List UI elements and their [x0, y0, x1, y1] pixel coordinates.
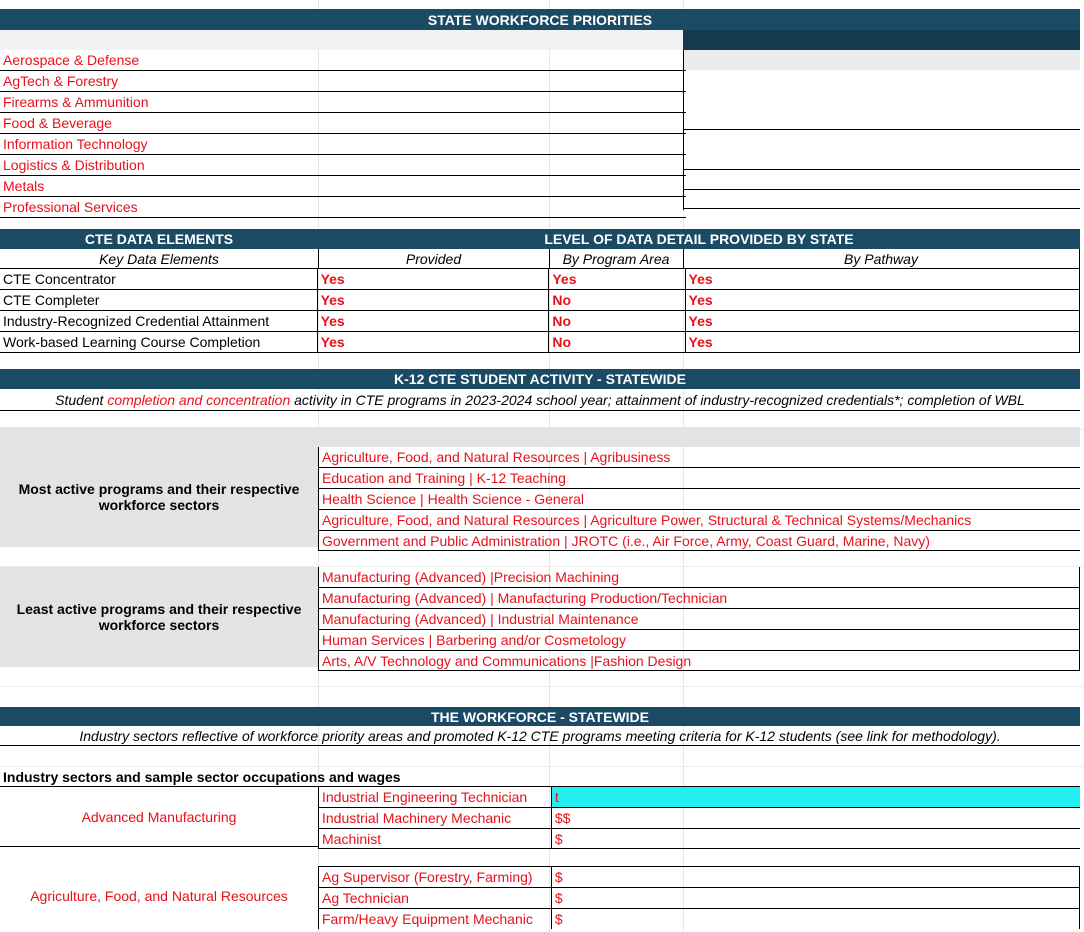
- activity-gray-bar: [550, 427, 683, 447]
- list-item: Health Science | Health Science - General: [319, 489, 1080, 510]
- list-item: Agriculture, Food, and Natural Resources | Agribusiness: [319, 447, 1080, 468]
- occupation-title: Ag Supervisor (Forestry, Farming): [319, 867, 552, 887]
- list-item: Arts, A/V Technology and Communications |Fashion Design: [322, 652, 692, 669]
- priorities-subheader: [0, 30, 683, 50]
- table-row: [319, 829, 1080, 848]
- least-active-label: [0, 567, 318, 667]
- activity-header: [0, 369, 1080, 389]
- priorities-right-column: [683, 50, 1080, 210]
- cte-element: CTE Concentrator: [0, 269, 318, 289]
- gridline: [0, 686, 1084, 687]
- cte-provided: Yes: [318, 332, 550, 352]
- row-divider: [683, 208, 1080, 209]
- table-row: [319, 787, 1080, 808]
- priority-item: Logistics & Distribution: [0, 155, 686, 176]
- cte-pathway: Yes: [686, 311, 1081, 331]
- priorities-title: STATE WORKFORCE PRIORITIES: [427, 11, 653, 28]
- occupation-title: Ag Technician: [319, 888, 552, 908]
- activity-subtitle-pre: Student: [55, 391, 108, 408]
- occupation-wage: $: [554, 911, 563, 927]
- cte-element: CTE Completer: [0, 290, 318, 310]
- most-active-list: [318, 447, 1080, 551]
- activity-subtitle-red: completion and concentration: [107, 391, 291, 408]
- cte-table-body: [0, 269, 1080, 353]
- cte-provided: Yes: [318, 269, 550, 289]
- table-row: [319, 909, 1079, 929]
- cte-left-header: [0, 229, 318, 249]
- priority-item: Metals: [0, 176, 686, 197]
- workforce-section-label: Industry sectors and sample sector occupations and wages: [0, 767, 1080, 787]
- table-row: [0, 332, 1080, 353]
- table-row: [0, 311, 1080, 332]
- sector-occupations: [318, 866, 1080, 929]
- least-active-label-text: Least active programs and their respective workforce sectors: [16, 601, 302, 633]
- cte-col-header: By Pathway: [683, 249, 1080, 269]
- cte-program: No: [549, 311, 685, 331]
- occupation-title: Industrial Engineering Technician: [319, 787, 552, 807]
- cte-provided: Yes: [318, 311, 550, 331]
- priority-item: Food & Beverage: [0, 113, 686, 134]
- cte-col-header: Key Data Elements: [0, 249, 319, 269]
- sector-name: Agriculture, Food, and Natural Resources: [30, 888, 288, 904]
- sector-occupations: [318, 787, 1080, 849]
- occupation-wage: $: [554, 869, 563, 885]
- cte-program: No: [549, 290, 685, 310]
- occupation-title: Machinist: [319, 829, 552, 848]
- most-active-label-text: Most active programs and their respective workforce sectors: [18, 481, 300, 513]
- cte-pathway: Yes: [686, 290, 1081, 310]
- cte-element: Industry-Recognized Credential Attainment: [0, 311, 318, 331]
- occupation-wage[interactable]: t: [552, 787, 1080, 807]
- most-active-label: [0, 447, 318, 547]
- table-row: [319, 808, 1080, 829]
- activity-subtitle-post: activity in CTE programs in 2023-2024 school year; attainment of industry-recognized credentials*; completion of WBL: [290, 391, 1025, 408]
- sector-name: Advanced Manufacturing: [0, 787, 318, 847]
- row-divider: [683, 189, 1080, 190]
- cte-program: Yes: [549, 269, 685, 289]
- occupation-wage: $: [554, 890, 563, 906]
- activity-subtitle: [0, 389, 1080, 411]
- row-divider: [683, 169, 1080, 170]
- priority-item: Aerospace & Defense: [0, 50, 686, 71]
- cte-pathway: Yes: [686, 332, 1081, 352]
- priority-item: Information Technology: [0, 134, 686, 155]
- occupation-title: Industrial Machinery Mechanic: [319, 808, 552, 828]
- cte-right-title: LEVEL OF DATA DETAIL PROVIDED BY STATE: [544, 231, 854, 247]
- priority-item: Professional Services: [0, 197, 686, 218]
- cte-program: No: [549, 332, 685, 352]
- cte-provided: Yes: [318, 290, 550, 310]
- table-row: [319, 867, 1079, 888]
- cte-element: Work-based Learning Course Completion: [0, 332, 318, 352]
- occupation-wage: $: [554, 830, 563, 847]
- list-item: Human Services | Barbering and/or Cosmetology: [319, 630, 1079, 651]
- table-row: [319, 888, 1079, 909]
- table-row: [0, 290, 1080, 311]
- priorities-subheader-dark: [683, 30, 1080, 50]
- row-divider: [683, 129, 1080, 130]
- priority-item: Firearms & Ammunition: [0, 92, 686, 113]
- cte-col-header: Provided: [318, 249, 550, 269]
- occupation-wage: $$: [554, 810, 571, 826]
- cte-pathway: Yes: [686, 269, 1081, 289]
- list-item: Agriculture, Food, and Natural Resources | Agriculture Power, Structural & Technical Systems/Mechanics: [319, 510, 1080, 531]
- activity-title: K-12 CTE STUDENT ACTIVITY - STATEWIDE: [394, 371, 686, 387]
- activity-gray-bar: [684, 427, 1080, 447]
- list-item: Education and Training | K-12 Teaching: [319, 468, 1080, 489]
- occupation-title: Farm/Heavy Equipment Mechanic: [319, 909, 552, 929]
- list-item: Government and Public Administration | JROTC (i.e., Air Force, Army, Coast Guard, Marine, Navy): [322, 532, 930, 549]
- cte-right-header: [318, 229, 1080, 249]
- least-active-list: [318, 567, 1080, 671]
- list-item: Manufacturing (Advanced) | Manufacturing Production/Technician: [319, 588, 1079, 609]
- activity-gray-bar: [0, 427, 550, 447]
- workforce-header: [0, 707, 1080, 726]
- priority-item: AgTech & Forestry: [0, 71, 686, 92]
- list-item: Manufacturing (Advanced) | Industrial Maintenance: [319, 609, 1079, 630]
- workforce-subtitle: Industry sectors reflective of workforce priority areas and promoted K-12 CTE programs meeting criteria for K-12 students (see link for methodology).: [0, 726, 1080, 746]
- priorities-header: [0, 9, 1080, 30]
- cte-col-header: By Program Area: [549, 249, 684, 269]
- table-row: [0, 269, 1080, 290]
- list-item: Manufacturing (Advanced) |Precision Machining: [319, 567, 1079, 588]
- cte-left-title: CTE DATA ELEMENTS: [84, 231, 234, 247]
- workforce-title: THE WORKFORCE - STATEWIDE: [430, 708, 650, 725]
